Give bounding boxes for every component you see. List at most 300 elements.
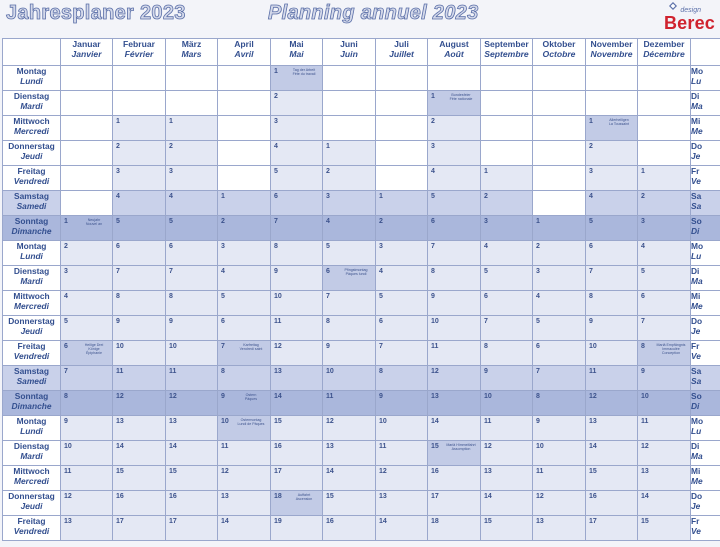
day-cell[interactable]: [166, 141, 218, 166]
holiday-note: [656, 343, 686, 355]
day-cell[interactable]: [533, 491, 586, 516]
day-cell[interactable]: [323, 191, 376, 216]
day-cell[interactable]: [323, 116, 376, 141]
weekday-name-de: Freitag: [17, 166, 46, 176]
day-number: 14: [326, 468, 334, 475]
day-cell[interactable]: [113, 91, 166, 116]
day-cell[interactable]: [638, 341, 691, 366]
day-cell[interactable]: [376, 516, 428, 541]
day-cell[interactable]: [166, 191, 218, 216]
day-cell[interactable]: [218, 466, 271, 491]
day-cell[interactable]: [481, 191, 533, 216]
day-cell[interactable]: [586, 116, 638, 141]
day-cell[interactable]: [586, 466, 638, 491]
day-cell[interactable]: [586, 366, 638, 391]
day-cell[interactable]: [166, 391, 218, 416]
day-cell[interactable]: [533, 66, 586, 91]
day-number: 17: [589, 518, 597, 525]
day-cell[interactable]: [113, 116, 166, 141]
day-cell[interactable]: [586, 241, 638, 266]
day-cell[interactable]: [271, 241, 323, 266]
day-cell[interactable]: [376, 391, 428, 416]
day-number: 6: [589, 243, 593, 250]
day-cell[interactable]: [428, 466, 481, 491]
day-cell[interactable]: [323, 491, 376, 516]
day-cell[interactable]: [481, 291, 533, 316]
day-cell[interactable]: [166, 241, 218, 266]
day-cell[interactable]: [376, 66, 428, 91]
day-cell[interactable]: [428, 141, 481, 166]
day-cell[interactable]: [428, 241, 481, 266]
day-cell[interactable]: [113, 341, 166, 366]
day-cell[interactable]: [323, 241, 376, 266]
day-cell[interactable]: [323, 466, 376, 491]
day-cell[interactable]: [61, 466, 113, 491]
day-number: 8: [536, 393, 540, 400]
day-cell[interactable]: [166, 491, 218, 516]
day-cell[interactable]: [481, 141, 533, 166]
weekday-name-de: Donnerstag: [8, 491, 55, 501]
day-number: 13: [641, 468, 649, 475]
day-cell[interactable]: [533, 266, 586, 291]
day-cell[interactable]: [166, 266, 218, 291]
day-number: 12: [116, 393, 124, 400]
day-cell[interactable]: [218, 216, 271, 241]
day-cell[interactable]: [271, 316, 323, 341]
day-cell[interactable]: [113, 216, 166, 241]
day-cell[interactable]: [323, 366, 376, 391]
day-cell[interactable]: [166, 466, 218, 491]
day-cell[interactable]: [61, 341, 113, 366]
day-cell[interactable]: [533, 141, 586, 166]
day-cell[interactable]: [638, 516, 691, 541]
day-cell[interactable]: [376, 166, 428, 191]
holiday-name-fr: Assomption: [451, 447, 471, 451]
day-cell[interactable]: [376, 266, 428, 291]
day-cell[interactable]: [61, 216, 113, 241]
day-cell[interactable]: [166, 166, 218, 191]
day-cell[interactable]: [481, 491, 533, 516]
day-cell[interactable]: [481, 516, 533, 541]
day-number: 18: [274, 493, 282, 500]
weekday-label-right: [691, 391, 720, 416]
day-cell[interactable]: [61, 141, 113, 166]
day-cell[interactable]: [271, 416, 323, 441]
weekday-label-right: [691, 441, 720, 466]
day-cell[interactable]: [323, 216, 376, 241]
day-cell[interactable]: [638, 291, 691, 316]
day-cell[interactable]: [113, 491, 166, 516]
weekday-name-de: Donnerstag: [8, 141, 55, 151]
day-cell[interactable]: [428, 166, 481, 191]
weekday-label-right: [691, 466, 720, 491]
day-number: 1: [641, 168, 645, 175]
day-cell[interactable]: [323, 516, 376, 541]
day-cell[interactable]: [271, 516, 323, 541]
day-cell[interactable]: [586, 391, 638, 416]
day-cell[interactable]: [428, 91, 481, 116]
day-cell[interactable]: [166, 91, 218, 116]
day-cell[interactable]: [166, 441, 218, 466]
day-cell[interactable]: [271, 266, 323, 291]
weekday-label: [3, 141, 61, 166]
day-number: 3: [431, 143, 435, 150]
weekday-abbr-de: Mi: [691, 466, 701, 476]
day-cell[interactable]: [271, 91, 323, 116]
day-cell[interactable]: [323, 66, 376, 91]
day-cell[interactable]: [166, 516, 218, 541]
day-cell[interactable]: [586, 316, 638, 341]
day-number: 3: [379, 243, 383, 250]
day-cell[interactable]: [218, 116, 271, 141]
day-cell[interactable]: [271, 366, 323, 391]
day-cell[interactable]: [533, 391, 586, 416]
day-cell[interactable]: [271, 391, 323, 416]
day-cell[interactable]: [533, 291, 586, 316]
day-cell[interactable]: [61, 491, 113, 516]
holiday-name-fr: Ascension: [295, 497, 313, 501]
day-cell[interactable]: [586, 341, 638, 366]
day-cell[interactable]: [376, 491, 428, 516]
day-cell[interactable]: [533, 166, 586, 191]
weekday-row: [3, 491, 720, 516]
day-cell[interactable]: [271, 216, 323, 241]
day-cell[interactable]: [218, 66, 271, 91]
day-cell[interactable]: [113, 141, 166, 166]
day-cell[interactable]: [113, 291, 166, 316]
day-cell[interactable]: [218, 416, 271, 441]
day-cell[interactable]: [271, 491, 323, 516]
day-cell[interactable]: [481, 216, 533, 241]
day-number: 1: [221, 193, 225, 200]
day-cell[interactable]: [586, 141, 638, 166]
day-cell[interactable]: [638, 216, 691, 241]
day-number: 13: [326, 443, 334, 450]
day-cell[interactable]: [376, 416, 428, 441]
day-cell[interactable]: [586, 491, 638, 516]
day-number: 3: [589, 168, 593, 175]
day-cell[interactable]: [113, 241, 166, 266]
day-cell[interactable]: [166, 416, 218, 441]
day-cell[interactable]: [271, 191, 323, 216]
day-cell[interactable]: [113, 516, 166, 541]
day-cell[interactable]: [533, 316, 586, 341]
day-cell[interactable]: [218, 366, 271, 391]
day-number: 2: [221, 218, 225, 225]
day-cell[interactable]: [218, 341, 271, 366]
day-cell[interactable]: [113, 266, 166, 291]
day-cell[interactable]: [61, 66, 113, 91]
day-number: 11: [431, 343, 439, 350]
month-name-de: November: [590, 39, 633, 49]
day-cell[interactable]: [271, 466, 323, 491]
day-number: 7: [326, 293, 330, 300]
day-cell[interactable]: [376, 441, 428, 466]
day-cell[interactable]: [428, 416, 481, 441]
day-cell[interactable]: [166, 216, 218, 241]
day-cell[interactable]: [166, 316, 218, 341]
holiday-name-fr: Pâques lundi: [345, 272, 367, 276]
day-cell[interactable]: [218, 491, 271, 516]
month-name-fr: Mai: [289, 49, 304, 59]
day-cell[interactable]: [638, 116, 691, 141]
day-cell[interactable]: [376, 341, 428, 366]
day-cell[interactable]: [271, 166, 323, 191]
day-cell[interactable]: [323, 91, 376, 116]
day-cell[interactable]: [428, 391, 481, 416]
day-cell[interactable]: [533, 191, 586, 216]
day-cell[interactable]: [218, 291, 271, 316]
weekday-row: [3, 341, 720, 366]
holiday-note: [446, 443, 476, 451]
day-cell[interactable]: [638, 141, 691, 166]
day-cell[interactable]: [481, 316, 533, 341]
day-cell[interactable]: [481, 341, 533, 366]
day-cell[interactable]: [61, 241, 113, 266]
day-cell[interactable]: [61, 191, 113, 216]
title-german: Jahresplaner 2023: [6, 2, 186, 24]
day-cell[interactable]: [166, 366, 218, 391]
holiday-note: [236, 418, 266, 426]
day-cell[interactable]: [323, 316, 376, 341]
day-cell[interactable]: [428, 341, 481, 366]
day-cell[interactable]: [586, 66, 638, 91]
day-cell[interactable]: [218, 316, 271, 341]
day-cell[interactable]: [113, 191, 166, 216]
day-cell[interactable]: [638, 241, 691, 266]
day-cell[interactable]: [113, 416, 166, 441]
holiday-name-de: Mariä Empfängnis: [656, 343, 686, 347]
day-cell[interactable]: [271, 291, 323, 316]
day-cell[interactable]: [218, 441, 271, 466]
weekday-label: [3, 91, 61, 116]
day-cell[interactable]: [271, 116, 323, 141]
day-number: 5: [169, 218, 173, 225]
day-cell[interactable]: [481, 241, 533, 266]
weekday-name-fr: Dimanche: [11, 401, 52, 411]
day-cell[interactable]: [481, 441, 533, 466]
weekday-name-fr: Samedi: [16, 376, 47, 386]
weekday-label: [3, 516, 61, 541]
day-cell[interactable]: [323, 391, 376, 416]
day-number: 12: [64, 493, 72, 500]
day-cell[interactable]: [428, 316, 481, 341]
day-cell[interactable]: [638, 91, 691, 116]
day-number: 1: [484, 168, 488, 175]
day-cell[interactable]: [481, 91, 533, 116]
day-cell[interactable]: [166, 66, 218, 91]
day-number: 3: [536, 268, 540, 275]
day-cell[interactable]: [533, 466, 586, 491]
month-name-de: Januar: [72, 39, 101, 49]
day-cell[interactable]: [61, 116, 113, 141]
day-cell[interactable]: [533, 341, 586, 366]
day-cell[interactable]: [638, 441, 691, 466]
day-number: 1: [431, 93, 435, 100]
day-cell[interactable]: [323, 291, 376, 316]
day-cell[interactable]: [376, 291, 428, 316]
day-cell[interactable]: [61, 391, 113, 416]
day-cell[interactable]: [586, 416, 638, 441]
day-cell[interactable]: [638, 391, 691, 416]
day-cell[interactable]: [586, 91, 638, 116]
corner-cell-right: [691, 39, 720, 66]
day-cell[interactable]: [481, 266, 533, 291]
day-cell[interactable]: [586, 166, 638, 191]
day-cell[interactable]: [533, 366, 586, 391]
day-cell[interactable]: [166, 341, 218, 366]
day-cell[interactable]: [428, 366, 481, 391]
day-cell[interactable]: [376, 316, 428, 341]
weekday-label-right: [691, 341, 720, 366]
day-cell[interactable]: [586, 291, 638, 316]
day-cell[interactable]: [533, 441, 586, 466]
day-cell[interactable]: [61, 316, 113, 341]
day-number: 12: [431, 368, 439, 375]
day-cell[interactable]: [376, 216, 428, 241]
day-number: 6: [64, 343, 68, 350]
day-cell[interactable]: [586, 266, 638, 291]
day-cell[interactable]: [481, 366, 533, 391]
day-cell[interactable]: [586, 441, 638, 466]
month-name-de: Dezember: [643, 39, 685, 49]
day-cell[interactable]: [638, 491, 691, 516]
day-cell[interactable]: [323, 416, 376, 441]
day-cell[interactable]: [533, 116, 586, 141]
month-name-fr: Juillet: [389, 49, 414, 59]
month-name-fr: Novembre: [590, 49, 633, 59]
day-cell[interactable]: [428, 191, 481, 216]
day-cell[interactable]: [586, 516, 638, 541]
weekday-row: [3, 241, 720, 266]
day-cell[interactable]: [376, 241, 428, 266]
day-cell[interactable]: [638, 191, 691, 216]
day-cell[interactable]: [428, 116, 481, 141]
day-cell[interactable]: [481, 466, 533, 491]
day-cell[interactable]: [271, 66, 323, 91]
day-cell[interactable]: [481, 391, 533, 416]
day-cell[interactable]: [218, 166, 271, 191]
day-cell[interactable]: [428, 216, 481, 241]
day-cell[interactable]: [323, 266, 376, 291]
day-cell[interactable]: [376, 191, 428, 216]
day-cell[interactable]: [218, 91, 271, 116]
day-cell[interactable]: [323, 166, 376, 191]
day-cell[interactable]: [218, 241, 271, 266]
day-number: 8: [326, 318, 330, 325]
weekday-name-fr: Dimanche: [11, 226, 52, 236]
day-number: 15: [274, 418, 282, 425]
day-cell[interactable]: [376, 116, 428, 141]
day-cell[interactable]: [218, 266, 271, 291]
day-cell[interactable]: [638, 66, 691, 91]
day-cell[interactable]: [61, 266, 113, 291]
day-cell[interactable]: [428, 66, 481, 91]
day-cell[interactable]: [113, 166, 166, 191]
weekday-label: [3, 241, 61, 266]
day-number: 5: [326, 243, 330, 250]
day-cell[interactable]: [533, 91, 586, 116]
day-cell[interactable]: [376, 366, 428, 391]
day-cell[interactable]: [61, 91, 113, 116]
day-cell[interactable]: [61, 441, 113, 466]
day-cell[interactable]: [376, 91, 428, 116]
day-cell[interactable]: [638, 166, 691, 191]
day-cell[interactable]: [113, 316, 166, 341]
day-cell[interactable]: [166, 291, 218, 316]
day-cell[interactable]: [271, 341, 323, 366]
day-cell[interactable]: [428, 441, 481, 466]
day-cell[interactable]: [166, 116, 218, 141]
day-cell[interactable]: [61, 291, 113, 316]
day-cell[interactable]: [61, 166, 113, 191]
day-cell[interactable]: [428, 266, 481, 291]
day-cell[interactable]: [481, 116, 533, 141]
holiday-note: [79, 343, 109, 355]
day-cell[interactable]: [218, 191, 271, 216]
day-cell[interactable]: [638, 316, 691, 341]
day-cell[interactable]: [533, 241, 586, 266]
day-cell[interactable]: [638, 416, 691, 441]
day-cell[interactable]: [638, 366, 691, 391]
day-number: 5: [274, 168, 278, 175]
day-cell[interactable]: [323, 341, 376, 366]
day-cell[interactable]: [428, 516, 481, 541]
month-header: [638, 39, 691, 66]
day-cell[interactable]: [586, 216, 638, 241]
day-cell[interactable]: [113, 391, 166, 416]
day-number: 8: [484, 343, 488, 350]
day-cell[interactable]: [586, 191, 638, 216]
day-cell[interactable]: [638, 466, 691, 491]
day-cell[interactable]: [113, 466, 166, 491]
day-cell[interactable]: [271, 141, 323, 166]
weekday-name-fr: Mardi: [20, 276, 43, 286]
weekday-label-right: [691, 166, 720, 191]
day-number: 13: [431, 393, 439, 400]
day-number: 5: [221, 293, 225, 300]
day-number: 14: [379, 518, 387, 525]
day-cell[interactable]: [638, 266, 691, 291]
day-cell[interactable]: [376, 141, 428, 166]
day-cell[interactable]: [218, 391, 271, 416]
day-cell[interactable]: [533, 216, 586, 241]
day-cell[interactable]: [481, 166, 533, 191]
day-cell[interactable]: [323, 141, 376, 166]
day-cell[interactable]: [61, 416, 113, 441]
day-cell[interactable]: [61, 366, 113, 391]
day-cell[interactable]: [61, 516, 113, 541]
day-cell[interactable]: [113, 66, 166, 91]
day-cell[interactable]: [533, 516, 586, 541]
day-cell[interactable]: [113, 366, 166, 391]
day-number: 8: [641, 343, 645, 350]
day-cell[interactable]: [323, 441, 376, 466]
month-header: [218, 39, 271, 66]
day-cell[interactable]: [113, 441, 166, 466]
day-cell[interactable]: [428, 491, 481, 516]
day-cell[interactable]: [481, 66, 533, 91]
day-cell[interactable]: [428, 291, 481, 316]
day-cell[interactable]: [481, 416, 533, 441]
day-cell[interactable]: [533, 416, 586, 441]
day-cell[interactable]: [218, 141, 271, 166]
day-cell[interactable]: [218, 516, 271, 541]
weekday-label-right: [691, 141, 720, 166]
day-cell[interactable]: [271, 441, 323, 466]
day-cell[interactable]: [376, 466, 428, 491]
month-name-de: Februar: [123, 39, 155, 49]
